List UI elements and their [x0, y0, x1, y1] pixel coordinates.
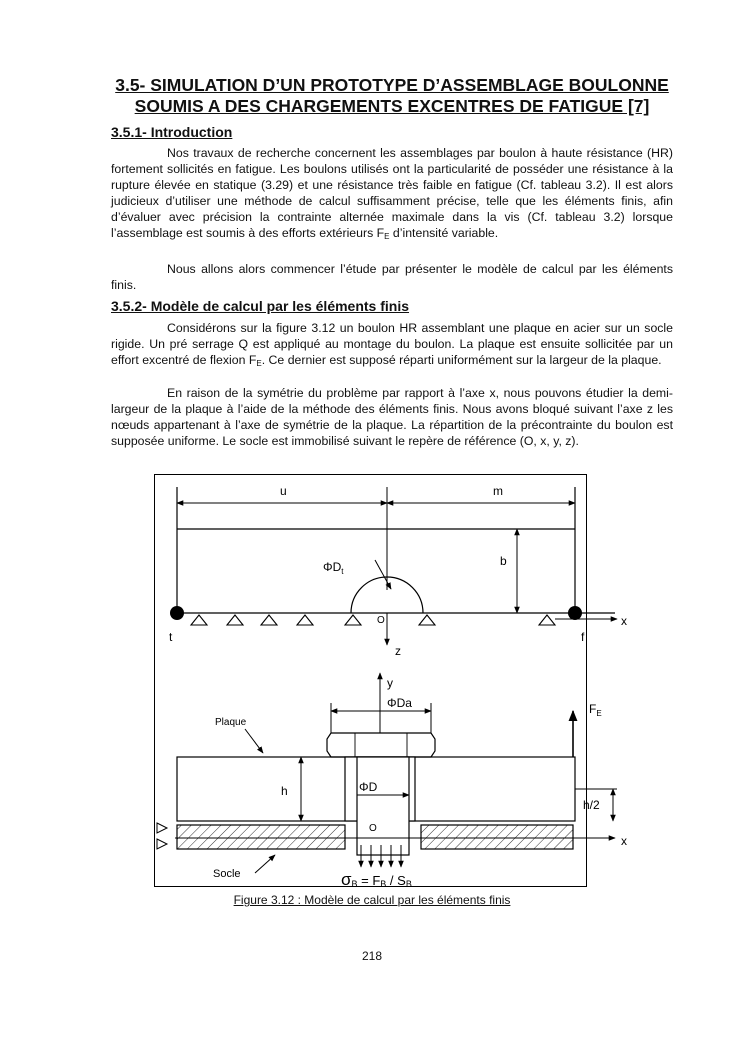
label-d: ΦD	[359, 780, 378, 794]
section-title	[110, 75, 674, 117]
axis-x-side: x	[621, 834, 627, 848]
intro-paragraph-2: Nous allons alors commencer l’étude par présenter le modèle de calcul par les éléments finis.	[111, 262, 673, 293]
intro-heading: 3.5.1- Introduction	[111, 124, 233, 140]
axis-x-top: x	[621, 614, 627, 628]
bolt-shank	[357, 757, 409, 855]
model-paragraph-1: Considérons sur la figure 3.12 un boulon HR assemblant une plaque en acier sur un socle rigide. Un pré serrage Q est appliqué au montage du boulon. La plaque est ensuite sollicitée par un effort excentré de flexion $F_E$. Ce dernier est supposé réparti uniformément sur la largeur de la plaque.	[111, 321, 673, 369]
side-view	[157, 673, 627, 889]
model-heading: 3.5.2- Modèle de calcul par les éléments finis	[111, 298, 410, 314]
dim-m-label: m	[493, 484, 503, 498]
sigma-formula: σB = FB / SB	[341, 870, 412, 889]
figure-drawing	[155, 475, 627, 889]
section-title-line1: 3.5- SIMULATION D’UN PROTOTYPE D’ASSEMBLAGE BOULONNE	[115, 75, 669, 95]
label-dt: $\Phi D_t$	[323, 560, 344, 576]
top-view	[169, 484, 627, 658]
point-f: f	[581, 630, 585, 644]
origin-side: O	[369, 823, 377, 834]
label-da: ΦDa	[387, 696, 412, 710]
figure-caption: Figure 3.12 : Modèle de calcul par les éléments finis	[233, 893, 511, 907]
origin-top: O	[377, 615, 385, 626]
intro-paragraph-1: Nos travaux de recherche concernent les assemblages par boulon à haute résistance (HR) fortement sollicités en fatigue. Les boulons utilisés ont la particularité de posséder une résistance à la rupture élevée en statique (3.29) et une résistance très faible en fatigue (Cf. tableau 3.2). Il est alors judicieux d’utiliser une méthode de calcul suffisamment précise, telle que les éléments finis, afin d’évaluer avec précision la contrainte alternée maximale dans la vis (Cf. tableau 3.2) lorsque l’assemblage est soumis à des efforts extérieurs $F_E$ d’intensité variable.	[111, 146, 673, 242]
node-t	[170, 606, 184, 620]
dim-b-label: b	[500, 554, 507, 568]
bolt-head	[327, 733, 435, 757]
model-paragraph-2: En raison de la symétrie du problème par rapport à l’axe x, nous pouvons étudier la demi-largeur de la plaque à l’aide de la méthode des éléments finis. Nous avons bloqué suivant l’axe z les nœuds appartenant à l’axe de symétrie de la plaque. La répartition de la précontrainte du boulon est supposée uniforme. Le socle est immobilisé suivant le repère de référence (O, x, y, z).	[111, 386, 673, 449]
point-t: t	[169, 630, 173, 644]
figure-3-12	[154, 474, 627, 889]
axis-y: y	[387, 676, 393, 690]
plaque-label: Plaque	[215, 717, 247, 728]
dim-h-label: h	[281, 784, 288, 798]
socle-left	[177, 825, 345, 849]
support-triangles	[191, 615, 555, 625]
dt-leader	[375, 560, 391, 589]
axis-z: z	[395, 644, 401, 658]
page-number: 218	[361, 949, 383, 963]
dim-u-label: u	[280, 484, 287, 498]
dim-h2-label: h/2	[583, 798, 600, 812]
node-f	[568, 606, 582, 620]
socle-label: Socle	[213, 868, 241, 880]
force-label: $F_E$	[589, 702, 602, 718]
socle-right	[421, 825, 573, 849]
section-title-line2: SOUMIS A DES CHARGEMENTS EXCENTRES DE FATIGUE [7]	[134, 96, 650, 116]
